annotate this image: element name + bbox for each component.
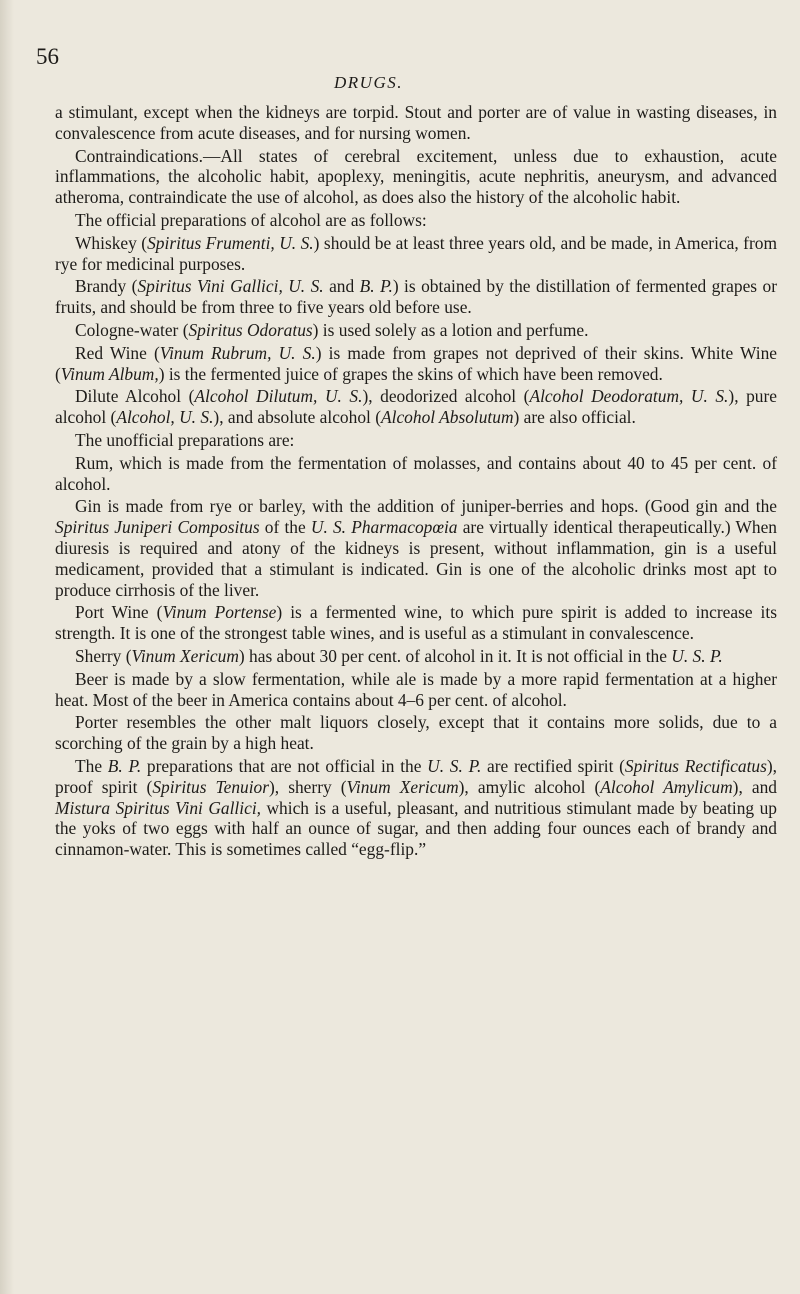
paragraph [55, 102, 777, 144]
text-run: are rectified spirit ( [481, 755, 625, 776]
text-run: which is a useful, pleasant, and nutritious stimulant made by beating up the yoks of two eggs with half an ounce of sugar, and then adding four ounces each of brandy and cinnamon-water. This is sometimes called “egg-flip.” [55, 797, 777, 860]
paragraph [55, 602, 777, 644]
text-run: The official preparations of alcohol are as follows: [75, 209, 427, 230]
text-run: ) is obtained by the distillation of fermented grapes or fruits, and should be from three to five years old before use. [55, 276, 778, 318]
text-run: ) is used solely as a lotion and perfume. [312, 319, 589, 340]
italic-term: Spiritus Juniperi Compositus [55, 517, 260, 538]
text-run: are virtually identical therapeutically.) When diuresis is required and atony of the kidneys is present, without inflammation, gin is a useful medicament, provided that a stimulant is indicated. Gin is one of the alcoholic drinks most apt to produce cirrhosis of the liver. [55, 517, 778, 600]
italic-term: Mistura Spiritus Vini Gallici, [55, 797, 261, 818]
paragraph [55, 320, 777, 341]
italic-term: U. S. P. [427, 755, 482, 776]
italic-term: Alcohol, U. S. [116, 407, 214, 428]
text-run: ) is the fermented juice of grapes the skins of which have been removed. [158, 363, 663, 384]
italic-term: Vinum Rubrum, U. S. [159, 342, 316, 363]
italic-term: Spiritus Tenuior [152, 776, 270, 797]
running-head: DRUGS. [334, 73, 403, 92]
italic-term: U. S. P. [671, 645, 723, 666]
paragraph [55, 712, 777, 754]
paragraph [55, 386, 777, 428]
italic-term: Spiritus Rectificatus [624, 755, 767, 776]
body-text [55, 102, 777, 862]
paragraph [55, 343, 777, 385]
paragraph [55, 276, 777, 318]
text-run: ), pure alcohol ( [55, 386, 777, 428]
page-number: 56 [36, 44, 59, 69]
paragraph [55, 210, 777, 231]
paragraph [55, 453, 777, 495]
text-run: ) is made from grapes not deprived of their skins. White Wine ( [55, 342, 777, 384]
text-run: Beer is made by a slow fermentation, while ale is made by a more rapid fermentation at a higher heat. Most of the beer in America contains about 4–6 per cent. of alcohol. [55, 668, 777, 710]
text-run: Dilute Alcohol ( [75, 386, 195, 407]
text-run: ), sherry ( [269, 776, 347, 797]
paragraph [55, 233, 777, 275]
italic-term: Alcohol Dilutum, U. S. [194, 386, 363, 407]
text-run: The [75, 755, 108, 776]
italic-term: Alcohol Amylicum [600, 776, 733, 797]
paragraph [55, 756, 777, 860]
italic-term: B. P. [107, 755, 142, 776]
paragraph [55, 496, 777, 600]
text-run: and [323, 276, 360, 297]
text-run: Rum, which is made from the fermentation of molasses, and contains about 40 to 45 per cent. of alcohol. [55, 452, 777, 494]
italic-term: Spiritus Vini Gallici, U. S. [137, 276, 324, 297]
text-run: ) should be at least three years old, and be made, in America, from rye for medicinal purposes. [55, 232, 777, 274]
text-run: Gin is made from rye or barley, with the addition of juniper-berries and hops. (Good gin and the [75, 496, 777, 517]
text-run: ), proof spirit ( [55, 755, 778, 797]
italic-term: Vinum Xericum [131, 645, 239, 666]
text-run: Sherry ( [75, 645, 132, 666]
text-run: —All states of cerebral excitement, unless due to exhaustion, acute inflammations, the alcoholic habit, apoplexy, meningitis, acute nephritis, aneurysm, and advanced atheroma, contraindicate the use of alcohol, as does also the history of the alcoholic habit. [55, 145, 777, 208]
paragraph [55, 430, 777, 451]
text-run: The unofficial preparations are: [75, 429, 295, 450]
text-run: ) is a fermented wine, to which pure spirit is added to increase its strength. It is one of the strongest table wines, and is useful as a stimulant in convalescence. [55, 602, 777, 644]
text-run: ), amylic alcohol ( [458, 776, 601, 797]
italic-term: Alcohol Deodoratum, U. S. [529, 386, 729, 407]
italic-term: U. S. Pharmacopœia [310, 517, 458, 538]
text-run: a stimulant, except when the kidneys are torpid. Stout and porter are of value in wasting diseases, in convalescence from acute diseases, and for nursing women. [55, 102, 777, 143]
text-run: Red Wine ( [75, 342, 160, 363]
italic-term: Alcohol Absolutum [381, 407, 514, 428]
text-run: Whiskey ( [75, 232, 148, 253]
text-run: Porter resembles the other malt liquors closely, except that it contains more solids, due to a scorching of the grain by a high heat. [55, 712, 777, 754]
text-run: Cologne-water ( [75, 319, 189, 340]
text-run: Brandy ( [75, 276, 138, 297]
text-run: Port Wine ( [75, 602, 163, 623]
paragraph [55, 146, 777, 208]
italic-term: Vinum Album, [60, 363, 159, 384]
text-run: of the [259, 517, 311, 538]
italic-term: Vinum Portense [162, 602, 277, 623]
gutter-shadow [0, 0, 14, 1294]
paragraph-lead: Contraindications. [75, 145, 203, 166]
text-run: ), and [732, 776, 777, 797]
paragraph [55, 669, 777, 711]
text-run: ) has about 30 per cent. of alcohol in it. It is not official in the [238, 645, 672, 666]
italic-term: Vinum Xericum [346, 776, 459, 797]
italic-term: Spiritus Odoratus [188, 319, 313, 340]
text-run: ), deodorized alcohol ( [362, 386, 530, 407]
italic-term: Spiritus Frumenti, U. S. [147, 232, 314, 253]
italic-term: B. P. [359, 276, 393, 297]
paragraph [55, 646, 777, 667]
text-run: ), and absolute alcohol ( [213, 407, 381, 428]
text-run: preparations that are not official in the [141, 755, 428, 776]
text-run: ) are also official. [513, 407, 636, 428]
